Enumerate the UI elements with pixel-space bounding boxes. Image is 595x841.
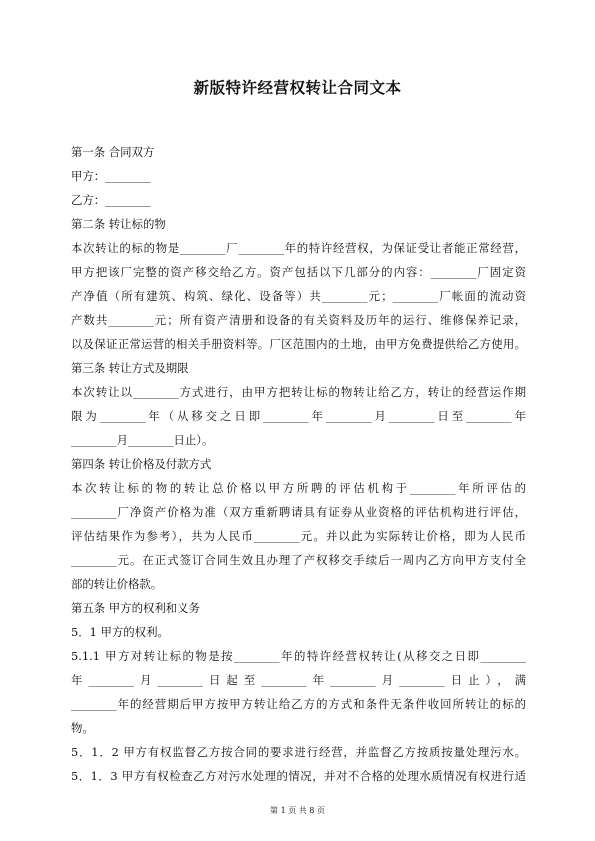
clause-4-heading: 第四条 转让价格及付款方式 <box>71 457 212 471</box>
paragraph-line: ________厂净资产价格为准（双方重新聘请具有证券从业资格的评估机构进行评估， <box>71 505 526 519</box>
paragraph-line: 甲方把该厂完整的资产移交给乙方。资产包括以下几部分的内容：________厂固定资 <box>71 265 526 279</box>
clause-2-heading: 第二条 转让标的物 <box>71 217 166 231</box>
subclause-heading: 5．1 甲方的权利。 <box>71 625 169 639</box>
document-title: 新版特许经营权转让合同文本 <box>193 79 402 97</box>
paragraph-line: 5．1．2 甲方有权监督乙方按合同的要求进行经营，并监督乙方按质按量处理污水。 <box>71 745 526 759</box>
clause-5-heading: 第五条 甲方的权利和义务 <box>71 601 200 615</box>
clause-1-heading: 第一条 合同双方 <box>71 145 155 159</box>
party-a-line: 甲方：________ <box>71 169 151 183</box>
paragraph-line: 本次转让以________方式进行，由甲方把转让标的物转让给乙方，转让的经营运作期 <box>71 385 526 399</box>
document-body <box>71 140 526 788</box>
paragraph-line: 产净值（所有建筑、构筑、绿化、设备等）共________元；________厂帐面的流动资 <box>71 289 526 303</box>
paragraph-line: 限为________年（从移交之日即________年________月________日至________年 <box>71 409 526 423</box>
paragraph-line: 物。 <box>71 721 94 735</box>
paragraph-line: 部的转让价格款。 <box>71 577 163 591</box>
paragraph-line: 以及保证正常运营的相关手册资料等。厂区范围内的土地，由甲方免费提供给乙方使用。 <box>71 337 526 351</box>
paragraph-line: 本次转让标的物的转让总价格以甲方所聘的评估机构于________年所评估的 <box>71 481 526 495</box>
paragraph-line: ________年的经营期后甲方按甲方转让给乙方的方式和条件无条件收回所转让的标的 <box>71 697 526 711</box>
paragraph-line: ________元。在正式签订合同生效且办理了产权移交手续后一周内乙方向甲方支付全 <box>71 553 526 567</box>
paragraph-line: ________月________日止）。 <box>71 433 214 447</box>
paragraph-line: 本次转让的标的物是________厂________年的特许经营权，为保证受让者能正常经营， <box>71 241 526 255</box>
page-number-footer: 第 1 页 共 8 页 <box>270 806 325 815</box>
party-b-line: 乙方：________ <box>71 193 151 207</box>
paragraph-line: 5.1.1 甲方对转让标的物是按________年的特许经营权转让(从移交之日即________ <box>71 649 526 663</box>
paragraph-line: 5．1．3 甲方有权检查乙方对污水处理的情况，并对不合格的处理水质情况有权进行适 <box>71 769 526 783</box>
clause-3-heading: 第三条 转让方式及期限 <box>71 361 189 375</box>
paragraph-line: 产数共________元；所有资产清册和设备的有关资料及历年的运行、维修保养记录， <box>71 313 526 327</box>
paragraph-line: 年________月________日起至________年________月________日止），满 <box>71 673 526 687</box>
paragraph-line: 评估结果作为参考），共为人民币________元。并以此为实际转让价格，即为人民币 <box>71 529 526 543</box>
